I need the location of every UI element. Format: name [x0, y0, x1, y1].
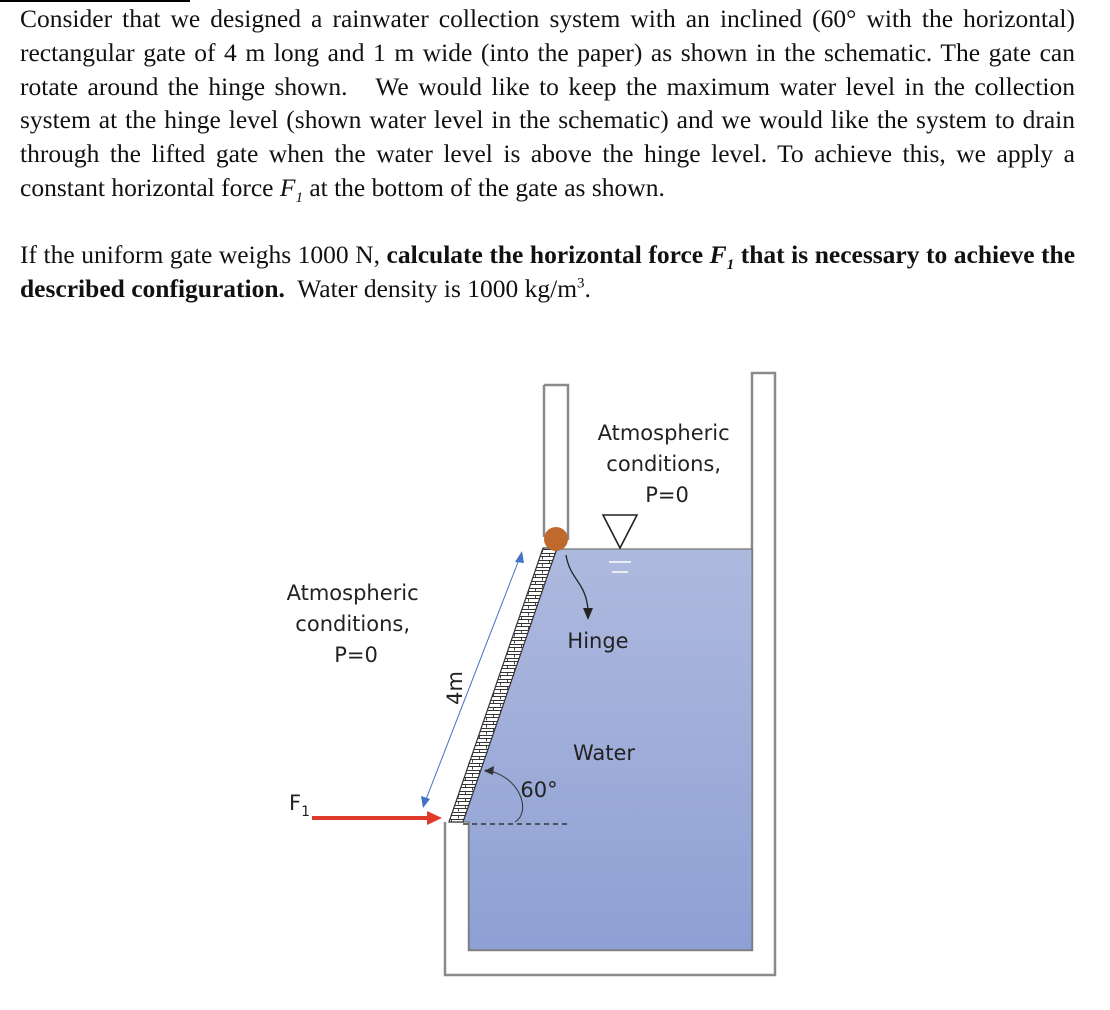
- p1-sentence-1: Consider that we designed a rainwater collection system with an inclined (60° with the horizontal) rectangular gate of 4 m long and 1 m wide (into the paper) as shown in the schematic. The gate can rotate around the hinge shown.: [20, 4, 1075, 101]
- length-dimension-arrow-bottom: [421, 796, 430, 808]
- p2-given: If the uniform gate weighs 1000 N,: [20, 239, 380, 269]
- hinge-pin: [544, 527, 568, 551]
- p1-sentence-3: at the bottom of the gate as shown.: [309, 172, 665, 202]
- force-arrow-head: [427, 811, 442, 825]
- angle-label: 60°: [520, 778, 558, 802]
- water-label: Water: [572, 741, 636, 765]
- atmospheric-label-left: Atmospheric conditions, P=0: [286, 581, 419, 667]
- p1-sentence-2: We would like to keep the maximum water level in the collection system at the hinge level (shown water level in the schematic) and we would like the system to drain through the lifted gate when the water level is above the hinge level. To achieve this, we apply a constant horizontal force: [20, 71, 1075, 202]
- hinge-label: Hinge: [567, 629, 629, 653]
- force-symbol: $F_1$: [279, 172, 303, 207]
- force-label: $F_1$: [289, 791, 311, 820]
- force-symbol-bold: $F_1$: [709, 239, 735, 273]
- length-dimension-arrow-top: [515, 551, 524, 563]
- p2-task: calculate the horizontal force $F_1$ that is necessary to achieve the described configuration.: [20, 239, 1076, 303]
- length-label: 4m: [443, 671, 467, 705]
- atmospheric-label-right: Atmospheric conditions, P=0: [597, 421, 730, 507]
- p2-density: Water density is 1000 $kg/m^3$.: [297, 273, 591, 303]
